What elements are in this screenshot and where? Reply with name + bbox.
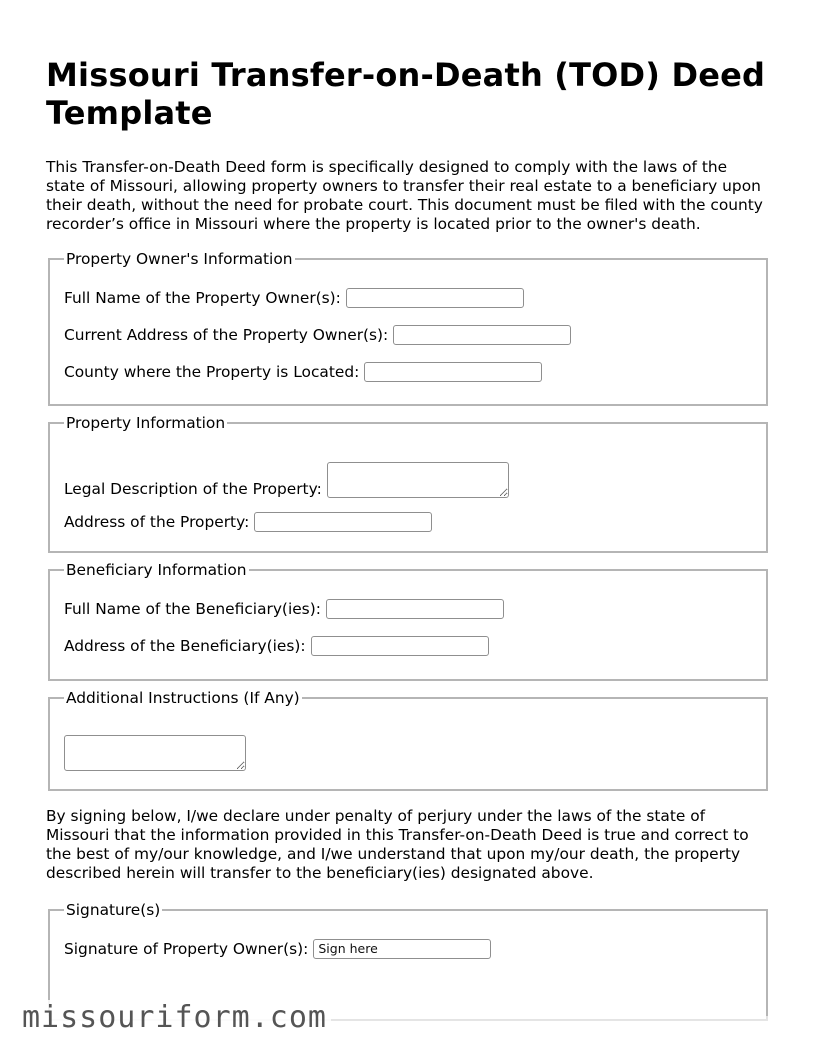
beneficiary-address-label: Address of the Beneficiary(ies): [64,636,306,655]
county-input[interactable] [364,362,542,382]
county-row [64,358,752,385]
beneficiary-info-fieldset [48,561,768,681]
beneficiary-address-input[interactable] [311,636,489,656]
property-info-fieldset [48,414,768,553]
property-address-label: Address of the Property: [64,512,250,531]
site-watermark: missouriform.com [22,1000,331,1035]
owner-name-row [64,284,752,311]
owner-address-input[interactable] [393,325,571,345]
property-address-row [64,508,752,535]
legal-description-label: Legal Description of the Property: [64,480,322,498]
beneficiary-info-legend: Beneficiary Information [66,561,247,579]
additional-instructions-legend: Additional Instructions (If Any) [66,689,300,707]
signature-legend: Signature(s) [66,901,161,919]
owner-signature-row [64,935,752,962]
owner-address-label: Current Address of the Property Owner(s): [64,325,389,344]
document-title: Missouri Transfer-on-Death (TOD) Deed Template [46,56,766,132]
property-info-legend: Property Information [66,414,226,432]
owner-name-input[interactable] [346,288,524,308]
owner-address-row [64,321,752,348]
county-label: County where the Property is Located: [64,362,360,381]
owner-signature-input[interactable] [313,939,491,959]
intro-paragraph: This Transfer-on-Death Deed form is specifically designed to comply with the laws of the state of Missouri, allowing property owners to transfer their real estate to a beneficiary upon their death, without the need for probate court. This document must be filed with the county recorder’s office in Missouri where the property is located prior to the owner's death. [46,158,763,233]
beneficiary-address-row [64,632,752,659]
declaration-paragraph: By signing below, I/we declare under penalty of perjury under the laws of the state of Missouri that the information provided in this Transfer-on-Death Deed is true and correct to the best of my/our knowledge, and I/we understand that upon my/our death, the property described herein will transfer to the beneficiary(ies) designated above. [46,807,749,882]
owner-info-fieldset [48,250,768,406]
beneficiary-name-row [64,595,752,622]
additional-instructions-textarea[interactable] [64,735,246,771]
beneficiary-name-input[interactable] [326,599,504,619]
owner-name-label: Full Name of the Property Owner(s): [64,288,341,307]
beneficiary-name-label: Full Name of the Beneficiary(ies): [64,599,321,618]
legal-description-row [64,460,752,498]
additional-instructions-fieldset [48,689,768,791]
property-address-input[interactable] [254,512,432,532]
legal-description-textarea[interactable] [327,462,509,498]
owner-info-legend: Property Owner's Information [66,250,293,268]
owner-signature-label: Signature of Property Owner(s): [64,939,309,958]
